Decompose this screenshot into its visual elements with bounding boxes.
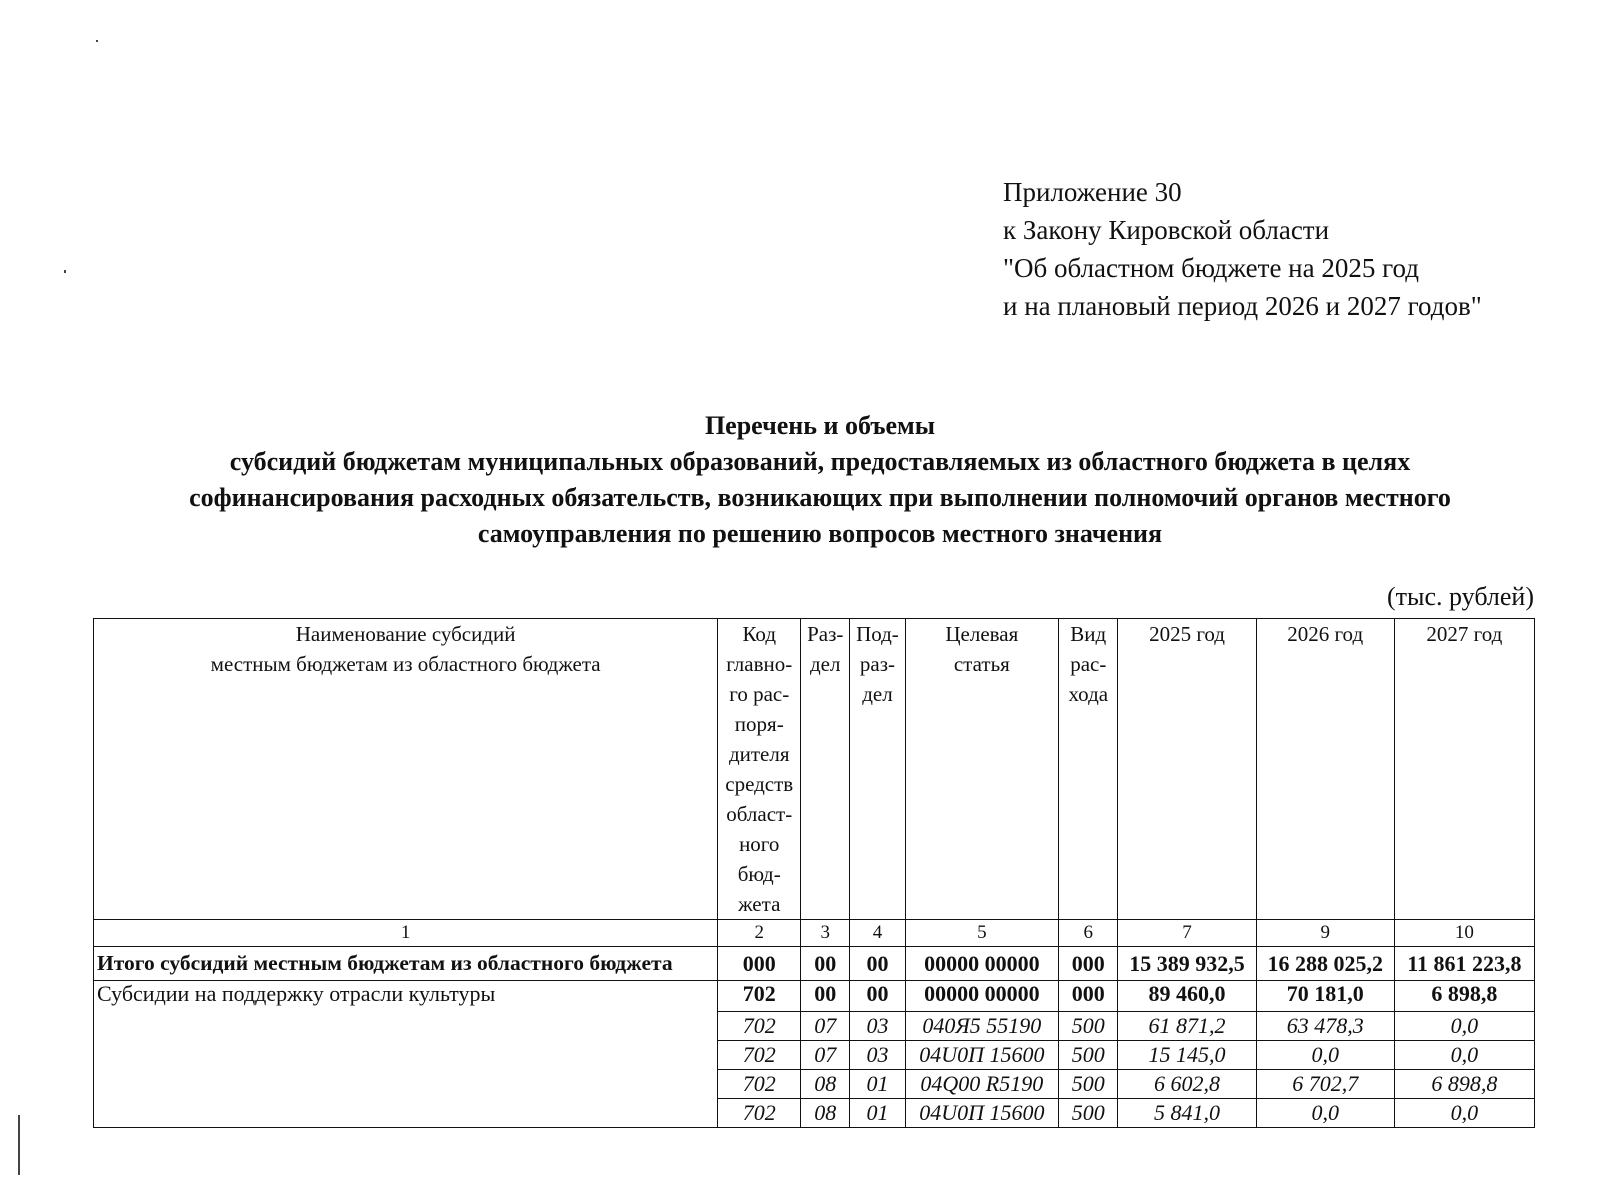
colnum-5: 5	[905, 920, 1059, 947]
culture-2026: 70 181,0	[1256, 981, 1394, 1012]
total-section: 00	[801, 947, 850, 981]
row4-code: 702	[718, 1099, 801, 1128]
row4-kind: 500	[1059, 1099, 1118, 1128]
annex-line-2: к Закону Кировской области	[1003, 215, 1330, 245]
row1-target: 040Я5 55190	[905, 1012, 1059, 1041]
row1-kind: 500	[1059, 1012, 1118, 1041]
row1-2026: 63 478,3	[1256, 1012, 1394, 1041]
subsidies-table	[93, 618, 1535, 1128]
row4-target: 04U0П 15600	[905, 1099, 1059, 1128]
title-line-3: софинансирования расходных обязательств, возникающих при выполнении полномочий органов местного	[189, 483, 1451, 512]
row2-section: 07	[801, 1041, 850, 1070]
row3-target: 04Q00 R5190	[905, 1070, 1059, 1099]
annex-line-3: "Об областном бюджете на 2025 год	[1003, 253, 1419, 283]
total-kind: 000	[1059, 947, 1118, 981]
scan-speck	[96, 40, 98, 42]
row2-2026: 0,0	[1256, 1041, 1394, 1070]
colnum-6: 6	[1059, 920, 1118, 947]
row2-2025: 15 145,0	[1118, 1041, 1256, 1070]
merged-name-cell	[94, 1012, 718, 1128]
document-title	[90, 408, 1550, 552]
title-line-4: самоуправления по решению вопросов местного значения	[477, 519, 1163, 548]
colnum-9: 10	[1394, 920, 1534, 947]
scan-margin-mark	[18, 1115, 20, 1175]
row2-subsection: 03	[850, 1041, 905, 1070]
header-subsection: Под- раз- дел	[850, 619, 905, 920]
total-row	[94, 947, 1535, 981]
units-label: (тыс. рублей)	[1386, 582, 1534, 611]
row2-2027: 0,0	[1394, 1041, 1534, 1070]
row1-code: 702	[718, 1012, 801, 1041]
row1-section: 07	[801, 1012, 850, 1041]
row3-subsection: 01	[850, 1070, 905, 1099]
colnum-7: 7	[1118, 920, 1256, 947]
row3-2025: 6 602,8	[1118, 1070, 1256, 1099]
row1-2025: 61 871,2	[1118, 1012, 1256, 1041]
row2-target: 04U0П 15600	[905, 1041, 1059, 1070]
culture-kind: 000	[1059, 981, 1118, 1012]
row3-section: 08	[801, 1070, 850, 1099]
culture-2025: 89 460,0	[1118, 981, 1256, 1012]
header-name: Наименование субсидий местным бюджетам из областного бюджета	[94, 619, 718, 920]
total-subsection: 00	[850, 947, 905, 981]
header-code: Код главно- го рас- поря- дителя средств област- ного бюд- жета	[718, 619, 801, 920]
header-2027: 2027 год	[1394, 619, 1534, 920]
annex-line-4: и на плановый период 2026 и 2027 годов"	[1003, 291, 1482, 321]
header-2025: 2025 год	[1118, 619, 1256, 920]
culture-name: Субсидии на поддержку отрасли культуры	[94, 981, 718, 1012]
column-numbers-row	[94, 920, 1535, 947]
table-row	[94, 1012, 1535, 1041]
header-row	[94, 619, 1535, 920]
culture-code: 702	[718, 981, 801, 1012]
header-section: Раз- дел	[801, 619, 850, 920]
colnum-2: 2	[718, 920, 801, 947]
total-target: 00000 00000	[905, 947, 1059, 981]
row2-code: 702	[718, 1041, 801, 1070]
culture-subsection: 00	[850, 981, 905, 1012]
row4-section: 08	[801, 1099, 850, 1128]
colnum-3: 3	[801, 920, 850, 947]
row1-subsection: 03	[850, 1012, 905, 1041]
total-name: Итого субсидий местным бюджетам из областного бюджета	[94, 947, 718, 981]
colnum-8: 9	[1256, 920, 1394, 947]
culture-target: 00000 00000	[905, 981, 1059, 1012]
row4-subsection: 01	[850, 1099, 905, 1128]
row2-kind: 500	[1059, 1041, 1118, 1070]
scan-speck	[64, 270, 66, 273]
total-2025: 15 389 932,5	[1118, 947, 1256, 981]
culture-section: 00	[801, 981, 850, 1012]
header-kind: Вид рас- хода	[1059, 619, 1118, 920]
total-2027: 11 861 223,8	[1394, 947, 1534, 981]
row4-2027: 0,0	[1394, 1099, 1534, 1128]
row3-2027: 6 898,8	[1394, 1070, 1534, 1099]
colnum-1: 1	[94, 920, 718, 947]
annex-block	[1003, 173, 1482, 325]
title-line-1: Перечень и объемы	[704, 411, 936, 440]
culture-2027: 6 898,8	[1394, 981, 1534, 1012]
row3-2026: 6 702,7	[1256, 1070, 1394, 1099]
culture-row	[94, 981, 1535, 1012]
row4-2026: 0,0	[1256, 1099, 1394, 1128]
row4-2025: 5 841,0	[1118, 1099, 1256, 1128]
header-target: Целевая статья	[905, 619, 1059, 920]
title-line-2: субсидий бюджетам муниципальных образований, предоставляемых из областного бюджета в целях	[229, 447, 1411, 476]
row1-2027: 0,0	[1394, 1012, 1534, 1041]
header-2026: 2026 год	[1256, 619, 1394, 920]
colnum-4: 4	[850, 920, 905, 947]
row3-code: 702	[718, 1070, 801, 1099]
total-2026: 16 288 025,2	[1256, 947, 1394, 981]
annex-line-1: Приложение 30	[1003, 177, 1182, 207]
total-code: 000	[718, 947, 801, 981]
row3-kind: 500	[1059, 1070, 1118, 1099]
